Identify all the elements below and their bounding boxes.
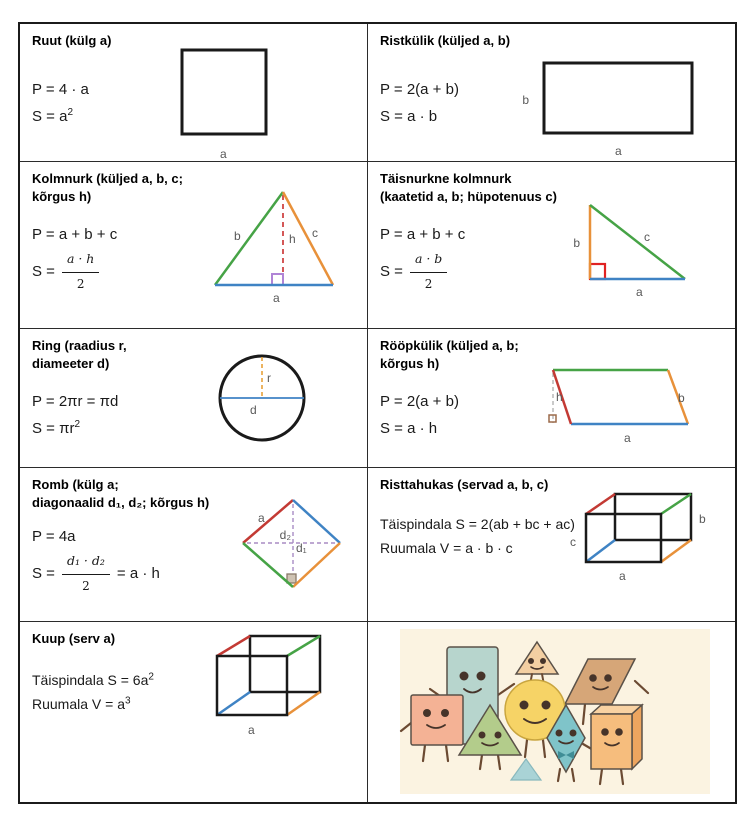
edge-label-c: c bbox=[570, 535, 576, 549]
side-label-a: a bbox=[220, 147, 227, 161]
perimeter-formula: P = 4 · a bbox=[32, 80, 89, 98]
area-formula: S = $\frac{a \cdot b}{2}$ bbox=[380, 248, 723, 295]
cell-ristkylik bbox=[368, 24, 735, 162]
cell-romb bbox=[20, 468, 368, 622]
cell-title: Ristkülik (küljed a, b) bbox=[380, 33, 511, 48]
edge-label-a: a bbox=[619, 569, 626, 583]
perimeter-formula: P = 2πr = πd bbox=[32, 393, 119, 411]
side-label-c: c bbox=[312, 226, 318, 240]
diameter-label-d: d bbox=[250, 403, 257, 417]
cell-risttahukas bbox=[368, 468, 735, 622]
eye bbox=[479, 732, 486, 739]
formula-table bbox=[18, 22, 737, 804]
perimeter-formula: P = 2(a + b) bbox=[380, 80, 459, 98]
perimeter-formula: P = 2(a + b) bbox=[380, 393, 459, 411]
shapes-cartoon-illustration bbox=[368, 622, 735, 802]
cell-title: Rööpkülik (küljed a, b; kõrgus h) bbox=[380, 338, 519, 371]
side-label-b: b bbox=[573, 236, 580, 250]
area-formula: S = a · b bbox=[380, 107, 438, 125]
eye bbox=[589, 674, 597, 682]
cell-ring bbox=[20, 329, 368, 468]
eye bbox=[601, 728, 609, 736]
diagonal-label-d2: d₂ bbox=[279, 528, 291, 542]
cartoon-box-character bbox=[591, 714, 632, 769]
cell-taisnurkne-kolmnurk bbox=[368, 162, 735, 329]
eye bbox=[540, 658, 546, 664]
surface-area-formula: Täispindala $S = 6a^2$ bbox=[32, 670, 154, 688]
eye bbox=[423, 709, 431, 717]
cartoon-square-character bbox=[411, 695, 463, 745]
cell-kuup bbox=[20, 622, 368, 802]
cell-title: Romb (külg a; diagonaalid d₁, d₂; kõrgus h) bbox=[32, 477, 210, 510]
eye bbox=[615, 728, 623, 736]
area-formula: $S = \pi r^2$ bbox=[32, 419, 81, 438]
height-label-h: h bbox=[289, 232, 296, 246]
eye bbox=[528, 658, 534, 664]
radius-label-r: r bbox=[267, 371, 271, 385]
volume-formula: Ruumala V = a · b · c bbox=[380, 540, 513, 557]
area-formula: S = $\frac{a \cdot h}{2}$ bbox=[32, 248, 355, 295]
edge-label-b: b bbox=[699, 512, 706, 526]
cell-title: Ruut (külg a) bbox=[32, 33, 112, 48]
cell-title: Risttahukas (servad a, b, c) bbox=[380, 477, 549, 492]
side-label-b: b bbox=[522, 93, 529, 107]
edge-red bbox=[217, 636, 250, 656]
side-label-a: a bbox=[624, 431, 631, 445]
side-label-a: a bbox=[636, 285, 643, 299]
side-label-a: a bbox=[615, 144, 622, 158]
side-label-b: b bbox=[234, 229, 241, 243]
volume-formula: Ruumala $V = a^3$ bbox=[32, 695, 131, 713]
eye bbox=[460, 672, 469, 681]
eye bbox=[495, 732, 502, 739]
side-label-c: c bbox=[644, 230, 650, 244]
surface-area-formula: Täispindala S = 2(ab + bc + ac) bbox=[380, 515, 575, 532]
side-label-a: a bbox=[258, 511, 265, 525]
area-formula: S = a · h bbox=[380, 420, 438, 438]
perimeter-formula: P = 4a bbox=[32, 528, 76, 546]
cell-title: Täisnurkne kolmnurk (kaatetid a, b; hüpotenuus c) bbox=[380, 171, 557, 204]
cell-title: Kolmnurk (küljed a, b, c; kõrgus h) bbox=[32, 171, 183, 204]
cell-ruut bbox=[20, 24, 368, 162]
perimeter-formula: P = a + b + c bbox=[32, 226, 118, 244]
eye bbox=[520, 701, 529, 710]
area-formula: S = $\frac{\text{d₁ · d₂}}{2}$ = a · h bbox=[32, 550, 355, 597]
eye bbox=[570, 730, 577, 737]
area-formula: $S = a^2$ bbox=[32, 106, 74, 125]
eye bbox=[441, 709, 449, 717]
edge-label-a: a bbox=[248, 723, 255, 737]
side-label-a: a bbox=[273, 291, 280, 305]
perimeter-formula: P = a + b + c bbox=[380, 226, 466, 244]
eye bbox=[542, 701, 551, 710]
eye bbox=[604, 674, 612, 682]
cell-title: Kuup (serv a) bbox=[32, 631, 116, 646]
side-label-b: b bbox=[678, 391, 685, 405]
cell-title: Ring (raadius r, diameeter d) bbox=[32, 338, 127, 371]
cell-roopkylik bbox=[368, 329, 735, 468]
eye bbox=[477, 672, 486, 681]
edge-green bbox=[287, 636, 320, 656]
diagonal-label-d1: d₁ bbox=[296, 541, 307, 555]
cell-kolmnurk bbox=[20, 162, 368, 329]
cartoon-box-side-face bbox=[632, 705, 642, 769]
cell-cartoon bbox=[368, 622, 735, 802]
eye bbox=[556, 730, 563, 737]
height-label-h: h bbox=[556, 390, 563, 404]
